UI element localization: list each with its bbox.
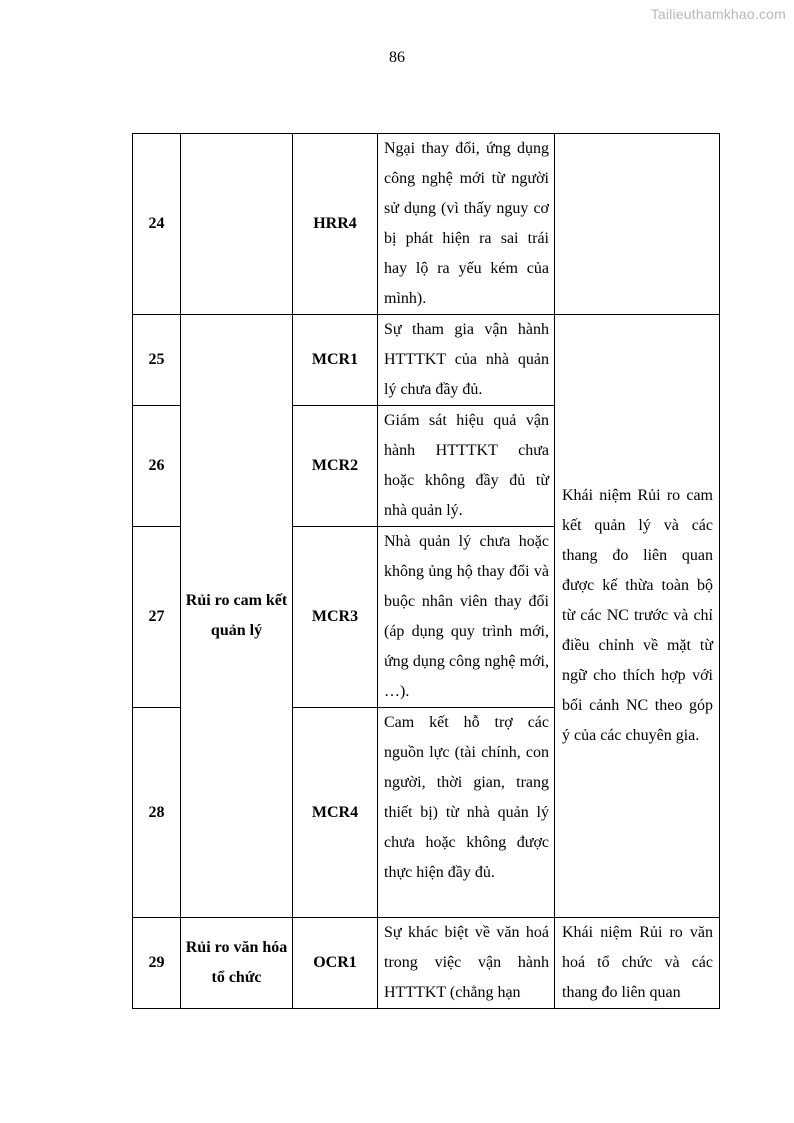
table-row-29 (133, 918, 720, 1009)
item-code: HRR4 (293, 134, 378, 315)
factor-management: Rủi ro cam kết quản lý (181, 315, 293, 918)
row-number: 28 (133, 708, 181, 918)
item-code: MCR4 (293, 708, 378, 918)
scale-table (132, 133, 720, 1009)
item-code: MCR1 (293, 315, 378, 406)
page-number: 86 (389, 49, 405, 66)
item-code: MCR3 (293, 527, 378, 708)
item-description: Ngại thay đổi, ứng dụng công nghệ mới từ người sử dụng (vì thấy nguy cơ bị phát hiện ra sai trái hay lộ ra yếu kém của mình). (378, 134, 555, 315)
table-row-24 (133, 134, 720, 315)
item-code: MCR2 (293, 406, 378, 527)
item-description: Nhà quản lý chưa hoặc không ủng hộ thay đổi và buộc nhân viên thay đổi (áp dụng quy trình mới, ứng dụng công nghệ mới, …). (378, 527, 555, 708)
source-culture: Khái niệm Rủi ro văn hoá tổ chức và các thang đo liên quan (555, 918, 720, 1009)
row-number: 25 (133, 315, 181, 406)
source-cell-empty (555, 134, 720, 315)
row-number: 24 (133, 134, 181, 315)
item-description: Giám sát hiệu quả vận hành HTTTKT chưa hoặc không đầy đủ từ nhà quản lý. (378, 406, 555, 527)
factor-culture: Rủi ro văn hóa tổ chức (181, 918, 293, 1009)
table-row-25 (133, 315, 720, 406)
item-description: Sự khác biệt về văn hoá trong việc vận hành HTTTKT (chẳng hạn (378, 918, 555, 1009)
item-description: Cam kết hỗ trợ các nguồn lực (tài chính, con người, thời gian, trang thiết bị) từ nhà quản lý chưa hoặc không được thực hiện đầy đủ. (378, 708, 555, 918)
row-number: 27 (133, 527, 181, 708)
item-description: Sự tham gia vận hành HTTTKT của nhà quản lý chưa đầy đủ. (378, 315, 555, 406)
source-management: Khái niệm Rủi ro cam kết quản lý và các thang đo liên quan được kế thừa toàn bộ từ các NC trước và chỉ điều chỉnh về mặt từ ngữ cho thích hợp với bối cảnh NC theo góp ý của các chuyên gia. (555, 315, 720, 918)
factor-cell-empty (181, 134, 293, 315)
item-code: OCR1 (293, 918, 378, 1009)
row-number: 29 (133, 918, 181, 1009)
row-number: 26 (133, 406, 181, 527)
watermark: Tailieuthamkhao.com (650, 6, 786, 22)
